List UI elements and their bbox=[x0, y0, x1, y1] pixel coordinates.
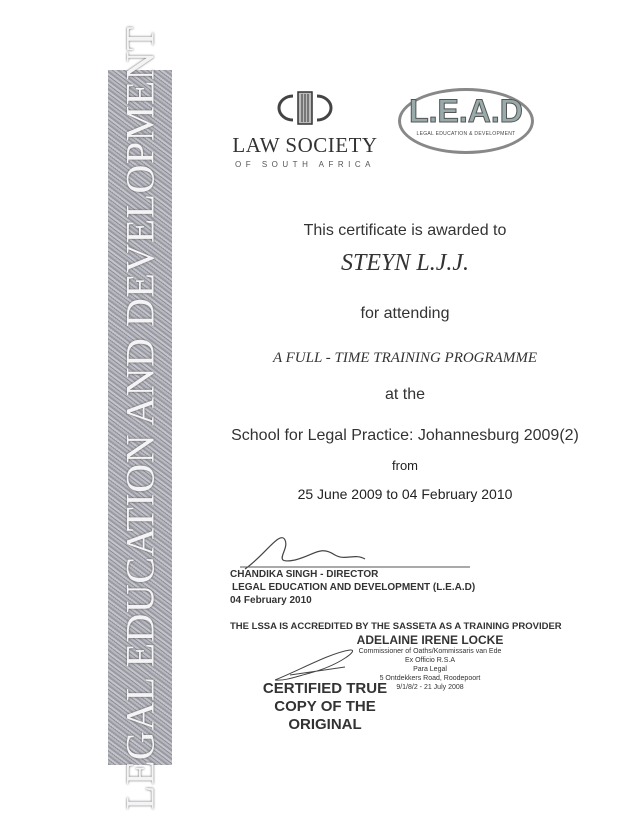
for-attending-text: for attending bbox=[360, 305, 450, 322]
stamp-line: ORIGINAL bbox=[288, 716, 362, 733]
law-society-sub: OF SOUTH AFRICA bbox=[235, 160, 375, 169]
law-society-name: LAW SOCIETY bbox=[232, 133, 378, 157]
director-signature bbox=[225, 525, 485, 575]
signatory-org: LEGAL EDUCATION AND DEVELOPMENT (L.E.A.D) bbox=[232, 582, 476, 593]
stamp-line: COPY OF THE bbox=[274, 698, 376, 715]
lead-logo bbox=[398, 88, 534, 154]
stamp-line: CERTIFIED TRUE bbox=[262, 680, 388, 697]
recipient-name: STEYN L.J.J. bbox=[340, 250, 469, 276]
side-band-text: LEGAL EDUCATION AND DEVELOPMENT bbox=[117, 25, 163, 810]
side-band bbox=[108, 25, 172, 810]
date-range: 25 June 2009 to 04 February 2010 bbox=[297, 486, 513, 502]
commissioner-signature bbox=[270, 645, 360, 685]
law-society-logo bbox=[230, 88, 380, 169]
certified-copy-stamp bbox=[255, 680, 395, 733]
awarded-text: This certificate is awarded to bbox=[303, 222, 507, 239]
commissioner-line: Para Legal bbox=[413, 666, 447, 673]
commissioner-line: 5 Ontdekkers Road, Roodepoort bbox=[379, 675, 481, 682]
at-the-text: at the bbox=[384, 386, 426, 403]
commissioner-name: ADELAINE IRENE LOCKE bbox=[356, 633, 504, 647]
signatory-date: 04 February 2010 bbox=[230, 595, 312, 606]
pillar-icon bbox=[275, 88, 335, 128]
programme-name: A FULL - TIME TRAINING PROGRAMME bbox=[272, 350, 537, 366]
lead-logo-sub: LEGAL EDUCATION & DEVELOPMENT bbox=[416, 131, 516, 137]
lead-logo-title: L.E.A.D bbox=[409, 93, 523, 129]
school-name: School for Legal Practice: Johannesburg 2009(2) bbox=[231, 427, 579, 444]
commissioner-line: 9/1/8/2 - 21 July 2008 bbox=[396, 684, 464, 691]
commissioner-line: Commissioner of Oaths/Kommissaris van Ede bbox=[358, 648, 502, 655]
signatory-name: CHANDIKA SINGH - DIRECTOR bbox=[230, 569, 379, 580]
accreditation-text: THE LSSA IS ACCREDITED BY THE SASSETA AS A TRAINING PROVIDER bbox=[230, 621, 562, 632]
commissioner-line: Ex Officio R.S.A bbox=[404, 657, 456, 664]
from-text: from bbox=[392, 458, 418, 473]
